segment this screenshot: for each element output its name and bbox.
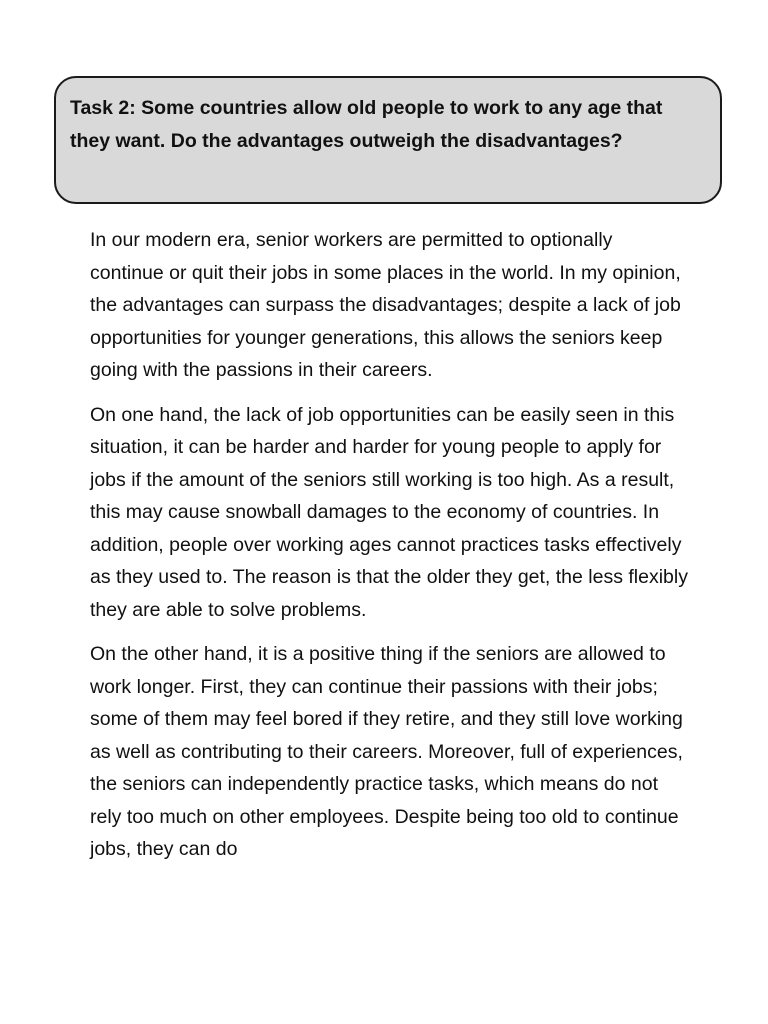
essay-paragraph-disadvantages: On one hand, the lack of job opportunities can be easily seen in this situation, it can be harder and harder for young people to apply for jobs if the amount of the seniors still working is too high. As a result, this may cause snowball damages to the economy of countries. In addition, people over working ages cannot practices tasks effectively as they used to. The reason is that the older they get, the less flexibly they are able to solve problems. [90,403,688,621]
essay-paragraph-intro: In our modern era, senior workers are permitted to optionally continue or quit their jobs in some places in the world. In my opinion, the advantages can surpass the disadvantages; despite a lack of job opportunities for younger generations, this allows the seniors keep going with the passions in their careers. [90,229,681,381]
task-prompt-box [54,76,722,204]
essay-body [90,224,690,878]
task-prompt-title: Task 2: Some countries allow old people to work to any age that they want. Do the advantages outweigh the disadvantages? [70,97,663,152]
essay-paragraph-advantages: On the other hand, it is a positive thing if the seniors are allowed to work longer. First, they can continue their passions with their jobs; some of them may feel bored if they retire, and they still love working as well as contributing to their careers. Moreover, full of experiences, the seniors can independently practice tasks, which means do not rely too much on other employees. Despite being too old to continue jobs, they can do [90,643,683,860]
